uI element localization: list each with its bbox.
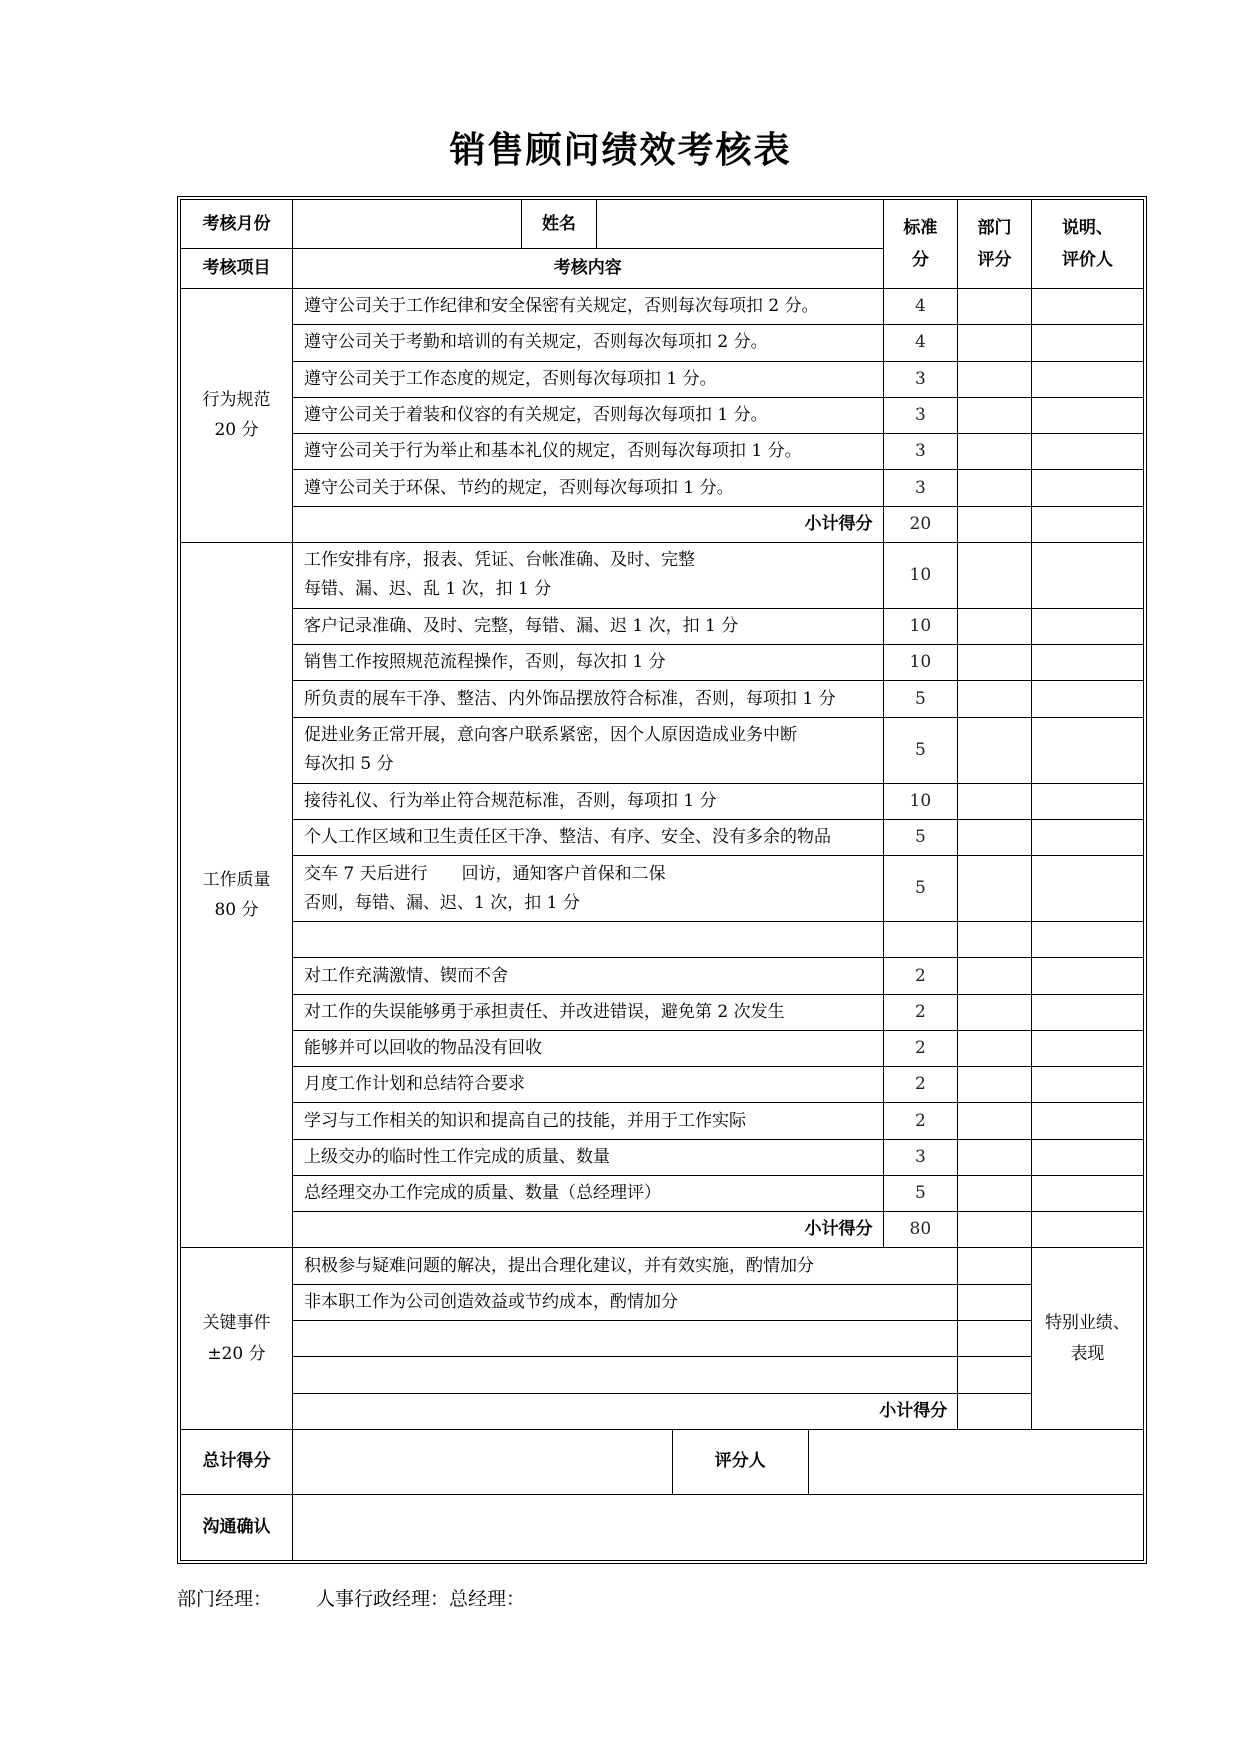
dept-score-field[interactable] <box>958 717 1032 783</box>
criteria-text: 交车 7 天后进行 回访，通知客户首保和二保 否则，每错、漏、迟、1 次，扣 1 分 <box>293 856 883 922</box>
month-label: 考核月份 <box>181 200 293 249</box>
dept-score-field[interactable] <box>958 1284 1032 1320</box>
note-field[interactable] <box>1031 1139 1143 1175</box>
note-field[interactable] <box>1031 1103 1143 1139</box>
standard-score: 10 <box>883 608 958 644</box>
criteria-text: 对工作充满激情、锲而不舍 <box>293 958 883 994</box>
dept-score-field[interactable] <box>958 958 1032 994</box>
dept-score-field[interactable] <box>958 783 1032 819</box>
dept-score-field[interactable] <box>958 819 1032 855</box>
criteria-text: 总经理交办工作完成的质量、数量（总经理评） <box>293 1175 883 1211</box>
standard-score: 5 <box>883 1175 958 1211</box>
note-field[interactable] <box>1031 717 1143 783</box>
section-key-events-label: 关键事件 ±20 分 <box>181 1248 293 1429</box>
communication-label: 沟通确认 <box>181 1494 293 1560</box>
dept-score-field[interactable] <box>958 289 1032 325</box>
note-field[interactable] <box>1031 397 1143 433</box>
criteria-text: 月度工作计划和总结符合要求 <box>293 1067 883 1103</box>
standard-score-header: 标准 分 <box>883 200 958 289</box>
total-label: 总计得分 <box>181 1429 293 1494</box>
appraisal-table <box>180 199 1144 1561</box>
subtotal-label: 小计得分 <box>293 1393 958 1429</box>
item-label: 考核项目 <box>181 249 293 289</box>
criteria-text: 遵守公司关于考勤和培训的有关规定，否则每次每项扣 2 分。 <box>293 325 883 361</box>
dept-score-field[interactable] <box>958 1067 1032 1103</box>
subtotal-score: 20 <box>883 506 958 542</box>
dept-score-field[interactable] <box>958 1321 1032 1357</box>
section-quality-label: 工作质量 80 分 <box>181 542 293 1248</box>
criteria-text <box>293 1357 958 1393</box>
rater-field[interactable] <box>808 1429 1143 1494</box>
note-field[interactable] <box>1031 922 1143 958</box>
note-field[interactable] <box>1031 1067 1143 1103</box>
dept-manager-label: 部门经理： <box>177 1588 273 1610</box>
dept-score-field[interactable] <box>958 1248 1032 1284</box>
standard-score: 10 <box>883 783 958 819</box>
dept-score-field[interactable] <box>958 1175 1032 1211</box>
criteria-text: 客户记录准确、及时、完整，每错、漏、迟 1 次，扣 1 分 <box>293 608 883 644</box>
note-field[interactable] <box>1031 958 1143 994</box>
dept-score-field[interactable] <box>958 361 1032 397</box>
standard-score: 3 <box>883 1139 958 1175</box>
criteria-text: 遵守公司关于环保、节约的规定，否则每次每项扣 1 分。 <box>293 470 883 506</box>
standard-score: 2 <box>883 1067 958 1103</box>
total-score-field[interactable] <box>293 1429 673 1494</box>
dept-score-field[interactable] <box>958 506 1032 542</box>
criteria-text: 学习与工作相关的知识和提高自己的技能，并用于工作实际 <box>293 1103 883 1139</box>
criteria-text: 非本职工作为公司创造效益或节约成本，酌情加分 <box>293 1284 958 1320</box>
section-conduct-label: 行为规范 20 分 <box>181 289 293 543</box>
standard-score: 2 <box>883 1030 958 1066</box>
standard-score: 5 <box>883 819 958 855</box>
standard-score: 3 <box>883 470 958 506</box>
standard-score: 10 <box>883 645 958 681</box>
criteria-text: 接待礼仪、行为举止符合规范标准，否则，每项扣 1 分 <box>293 783 883 819</box>
criteria-text: 能够并可以回收的物品没有回收 <box>293 1030 883 1066</box>
criteria-text: 工作安排有序，报表、凭证、台帐准确、及时、完整 每错、漏、迟、乱 1 次，扣 1 分 <box>293 542 883 608</box>
standard-score: 3 <box>883 397 958 433</box>
note-field[interactable] <box>1031 434 1143 470</box>
criteria-text: 遵守公司关于行为举止和基本礼仪的规定，否则每次每项扣 1 分。 <box>293 434 883 470</box>
dept-score-field[interactable] <box>958 608 1032 644</box>
criteria-text: 遵守公司关于工作态度的规定，否则每次每项扣 1 分。 <box>293 361 883 397</box>
note-field[interactable] <box>1031 470 1143 506</box>
standard-score: 5 <box>883 681 958 717</box>
criteria-text: 遵守公司关于工作纪律和安全保密有关规定，否则每次每项扣 2 分。 <box>293 289 883 325</box>
criteria-text: 对工作的失误能够勇于承担责任、并改进错误，避免第 2 次发生 <box>293 994 883 1030</box>
dept-score-field[interactable] <box>958 856 1032 922</box>
standard-score: 2 <box>883 1103 958 1139</box>
dept-score-field[interactable] <box>958 922 1032 958</box>
communication-field[interactable] <box>293 1494 1144 1560</box>
dept-score-field[interactable] <box>958 1139 1032 1175</box>
note-header: 说明、 评价人 <box>1031 200 1143 289</box>
note-field[interactable] <box>1031 1212 1143 1248</box>
signature-line <box>177 1584 525 1611</box>
special-performance-note: 特别业绩、 表现 <box>1031 1248 1143 1429</box>
dept-score-field[interactable] <box>958 681 1032 717</box>
criteria-text: 促进业务正常开展，意向客户联系紧密，因个人原因造成业务中断 每次扣 5 分 <box>293 717 883 783</box>
dept-score-field[interactable] <box>958 1393 1032 1429</box>
dept-score-field[interactable] <box>958 1357 1032 1393</box>
rater-label: 评分人 <box>672 1429 808 1494</box>
note-field[interactable] <box>1031 819 1143 855</box>
hr-manager-label: 人事行政经理： <box>316 1588 450 1610</box>
note-field[interactable] <box>1031 542 1143 608</box>
dept-score-field[interactable] <box>958 325 1032 361</box>
note-field[interactable] <box>1031 1030 1143 1066</box>
note-field[interactable] <box>1031 783 1143 819</box>
note-field[interactable] <box>1031 645 1143 681</box>
standard-score: 4 <box>883 289 958 325</box>
standard-score: 3 <box>883 361 958 397</box>
dept-score-field[interactable] <box>958 1030 1032 1066</box>
note-field[interactable] <box>1031 994 1143 1030</box>
note-field[interactable] <box>1031 325 1143 361</box>
note-field[interactable] <box>1031 1175 1143 1211</box>
dept-score-field[interactable] <box>958 1212 1032 1248</box>
dept-score-field[interactable] <box>958 397 1032 433</box>
dept-score-field[interactable] <box>958 434 1032 470</box>
subtotal-label: 小计得分 <box>293 1212 883 1248</box>
standard-score: 2 <box>883 994 958 1030</box>
standard-score: 10 <box>883 542 958 608</box>
page-title: 销售顾问绩效考核表 <box>449 130 792 171</box>
criteria-text <box>293 922 883 958</box>
dept-score-field[interactable] <box>958 1103 1032 1139</box>
criteria-text: 销售工作按照规范流程操作，否则，每次扣 1 分 <box>293 645 883 681</box>
appraisal-form <box>177 196 1147 1564</box>
dept-score-field[interactable] <box>958 542 1032 608</box>
note-field[interactable] <box>1031 856 1143 922</box>
name-label: 姓名 <box>522 200 597 249</box>
criteria-text: 上级交办的临时性工作完成的质量、数量 <box>293 1139 883 1175</box>
note-field[interactable] <box>1031 608 1143 644</box>
dept-score-field[interactable] <box>958 470 1032 506</box>
criteria-text: 遵守公司关于着装和仪容的有关规定，否则每次每项扣 1 分。 <box>293 397 883 433</box>
note-field[interactable] <box>1031 681 1143 717</box>
criteria-text <box>293 1321 958 1357</box>
name-field[interactable] <box>596 200 883 249</box>
standard-score: 5 <box>883 856 958 922</box>
subtotal-label: 小计得分 <box>293 506 883 542</box>
standard-score <box>883 922 958 958</box>
criteria-text: 所负责的展车干净、整洁、内外饰品摆放符合标准，否则，每项扣 1 分 <box>293 681 883 717</box>
note-field[interactable] <box>1031 506 1143 542</box>
subtotal-score: 80 <box>883 1212 958 1248</box>
note-field[interactable] <box>1031 361 1143 397</box>
criteria-text: 个人工作区域和卫生责任区干净、整洁、有序、安全、没有多余的物品 <box>293 819 883 855</box>
note-field[interactable] <box>1031 289 1143 325</box>
dept-score-field[interactable] <box>958 994 1032 1030</box>
standard-score: 4 <box>883 325 958 361</box>
content-label: 考核内容 <box>293 249 883 289</box>
month-field[interactable] <box>293 200 522 249</box>
criteria-text: 积极参与疑难问题的解决，提出合理化建议，并有效实施，酌情加分 <box>293 1248 958 1284</box>
standard-score: 3 <box>883 434 958 470</box>
dept-score-header: 部门 评分 <box>958 200 1032 289</box>
dept-score-field[interactable] <box>958 645 1032 681</box>
standard-score: 2 <box>883 958 958 994</box>
standard-score: 5 <box>883 717 958 783</box>
general-manager-label: 总经理： <box>449 1588 526 1610</box>
